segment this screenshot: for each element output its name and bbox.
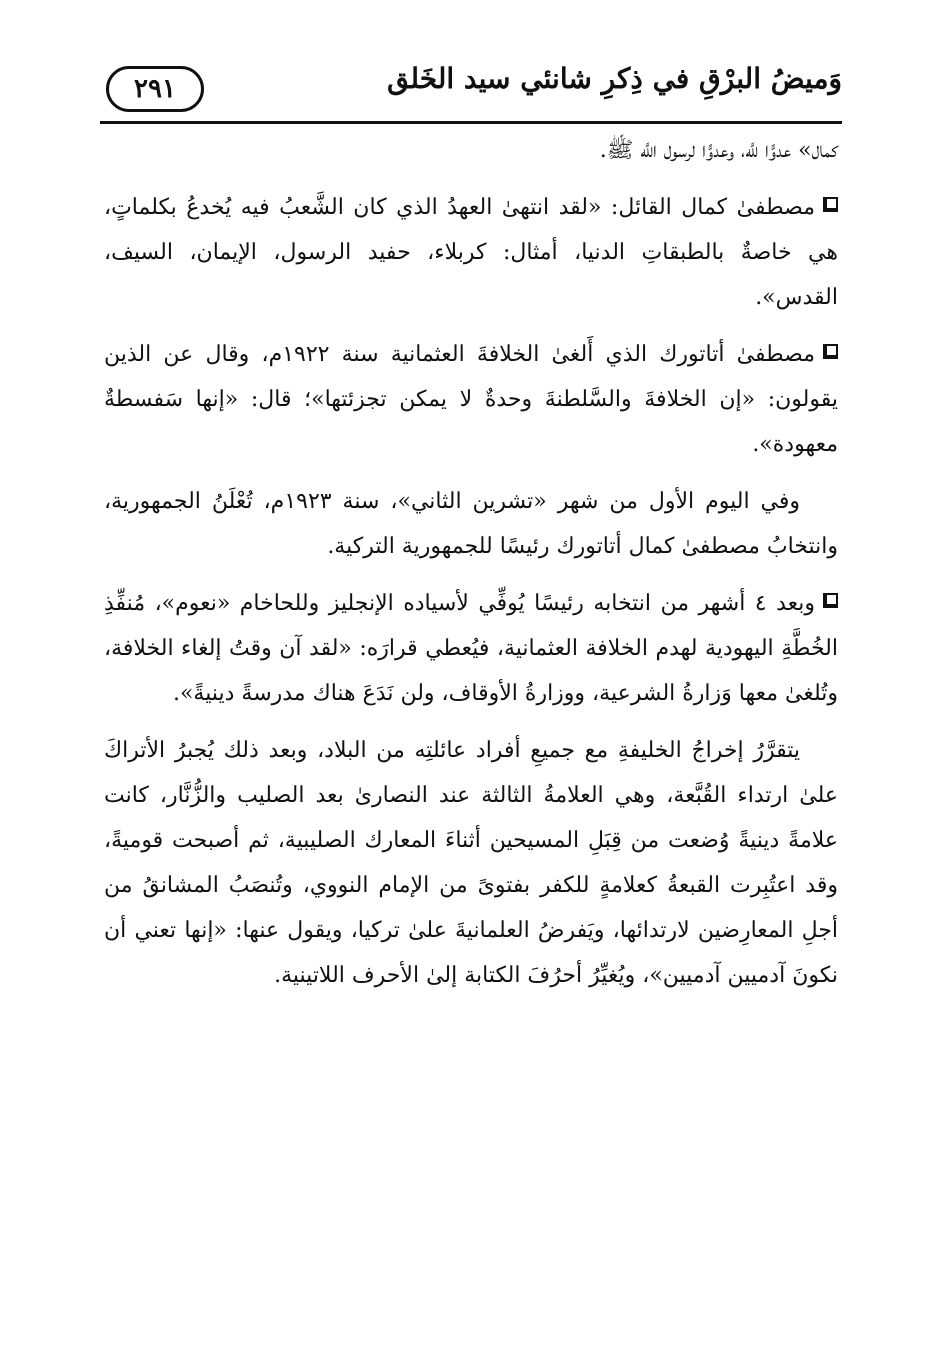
paragraph-text: وبعد ٤ أشهر من انتخابه رئيسًا يُوفِّي لأسياده الإنجليز وللحاخام «نعوم»، مُنفِّذِ الخُطَّةِ اليهودية لهدم الخلافة العثمانية، فيُعطي قرارَه: «لقد آن وقتُ إلغاء الخلافة، وتُلغىٰ معها وَزارةُ الشرعية، ووزارةُ الأوقاف، ولن نَدَعَ هناك مدرسةً دينيةً». bbox=[104, 591, 838, 706]
paragraph-5 bbox=[104, 581, 838, 716]
paragraph-1 bbox=[104, 128, 838, 173]
paragraph-3 bbox=[104, 332, 838, 467]
body-text bbox=[104, 128, 838, 998]
paragraph-text: مصطفىٰ كمال القائل: «لقد انتهىٰ العهدُ الذي كان الشَّعبُ فيه يُخدعُ بكلماتٍ، هي خاصةٌ بالطبقاتِ الدنيا، أمثال: كربلاء، حفيد الرسول، الإيمان، السيف، القدس». bbox=[104, 195, 838, 310]
running-title: وَميضُ البرْقِ في ذِكرِ شانئي سيد الخَلق bbox=[387, 62, 842, 95]
paragraph-6 bbox=[104, 728, 838, 998]
page-header bbox=[100, 58, 842, 118]
paragraph-text: مصطفىٰ أتاتورك الذي أَلغىٰ الخلافةَ العثمانية سنة ١٩٢٢م، وقال عن الذين يقولون: «إن الخلافةَ والسَّلطنةَ وحدةٌ لا يمكن تجزئتها»؛ قال: «إنها سَفسطةٌ معهودة». bbox=[104, 342, 838, 457]
paragraph-text: كمال» عدوًّا للَّه، وعدوًّا لرسول اللَّه ﷺ. bbox=[599, 138, 838, 163]
header-rule bbox=[100, 121, 842, 124]
paragraph-4 bbox=[104, 479, 838, 569]
paragraph-text: يتقرَّرُ إخراجُ الخليفةِ مع جميعِ أفراد عائلتِه من البلاد، وبعد ذلك يُجبرُ الأتراكَ علىٰ ارتداء القُبَّعة، وهي العلامةُ الثالثة عند النصارىٰ بعد الصليب والزُّنَّار، كانت علامةً دينيةً وُضعت من قِبَلِ المسيحين أثناءَ المعارك الصليبية، ثم أصبحت قوميةً، وقد اعتُبِرت القبعةُ كعلامةٍ للكفر بفتوىً من الإمام النووي، وتُنصَبُ المشانقُ من أجلِ المعارِضين لارتدائها، ويَفرضُ العلمانيةَ علىٰ تركيا، ويقول عنها: «إنها تعني أن نكونَ آدميين آدميين»، ويُغيِّرُ أحرُفَ الكتابة إلىٰ الأحرف اللاتينية. bbox=[104, 738, 838, 988]
page-number: ٢٩١ bbox=[106, 66, 204, 112]
bullet-square-icon bbox=[823, 593, 838, 608]
paragraph-text: وفي اليوم الأول من شهر «تشرين الثاني»، سنة ١٩٢٣م، تُعْلَنُ الجمهورية، وانتخابُ مصطفىٰ كمال أتاتورك رئيسًا للجمهورية التركية. bbox=[104, 489, 838, 559]
paragraph-2 bbox=[104, 185, 838, 320]
bullet-square-icon bbox=[823, 344, 838, 359]
bullet-square-icon bbox=[823, 197, 838, 212]
